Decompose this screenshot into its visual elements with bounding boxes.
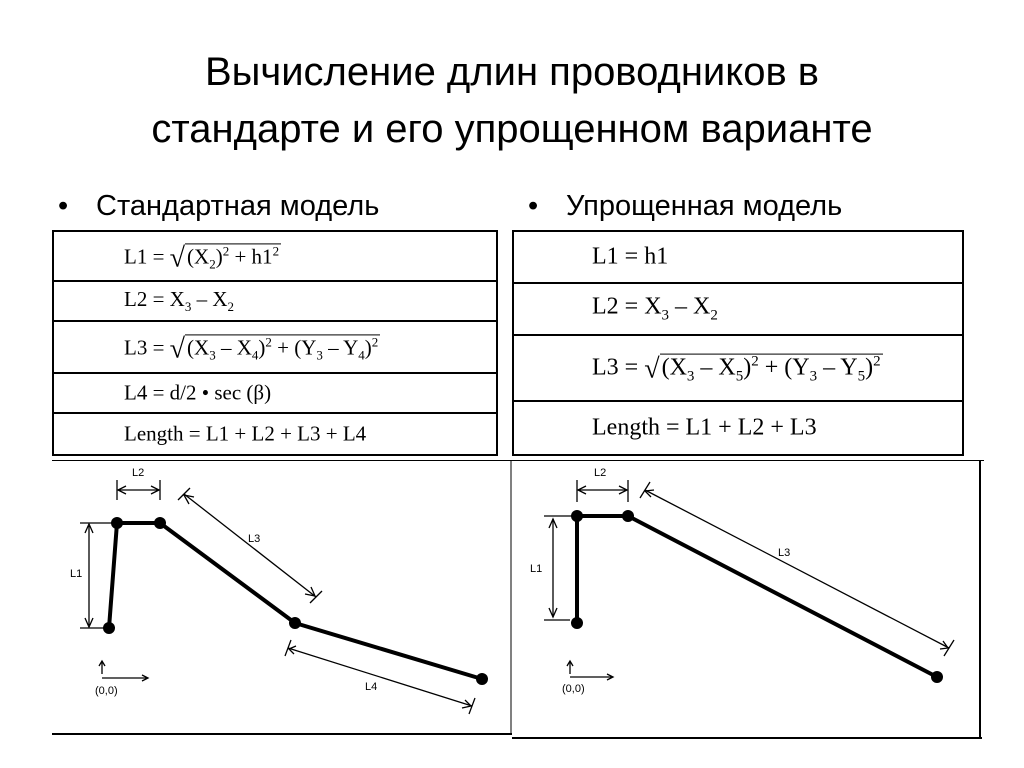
standard-formula-table xyxy=(52,230,498,456)
node-start xyxy=(103,622,115,634)
formula-row-length xyxy=(514,402,962,454)
formula-l2: $L2 = X_3 - X_2$ xyxy=(592,293,718,324)
simplified-model-drawing xyxy=(512,460,984,740)
dimension-arrow-icon xyxy=(178,488,322,603)
formula-row-l1 xyxy=(514,232,962,284)
formula-row-l1 xyxy=(54,232,496,282)
formula-row-l2 xyxy=(54,282,496,322)
origin-label: (0,0) xyxy=(95,685,118,697)
simplified-model-diagram xyxy=(512,460,984,740)
radical-sign-icon: √ xyxy=(169,242,186,274)
radical-sign-icon: √ xyxy=(644,353,660,385)
standard-model-drawing xyxy=(52,460,512,736)
label-l3: L3 xyxy=(778,547,791,559)
node-end xyxy=(931,671,943,683)
node-start xyxy=(571,617,583,629)
formula-row-length xyxy=(54,414,496,454)
bullet-standard-model xyxy=(58,186,379,226)
label-l1: L1 xyxy=(70,568,83,580)
label-l1: L1 xyxy=(530,563,543,575)
label-l4: L4 xyxy=(365,681,378,693)
node-corner-3 xyxy=(289,617,301,629)
formula-l3: $L3 = √(X_3 - X_4)^2 + (Y_3 - Y_4)^2$ xyxy=(124,333,379,365)
dimension-arrow-icon xyxy=(80,523,112,628)
dimension-arrow-icon xyxy=(544,516,572,620)
formula-l2: $L2 = X_3 - X_2$ xyxy=(124,286,235,315)
node-end xyxy=(476,673,488,685)
label-l2: L2 xyxy=(594,467,607,479)
simplified-model-heading: Упрощенная модель xyxy=(566,190,843,222)
dimension-arrow-icon xyxy=(577,480,628,502)
bullet-dot: • xyxy=(528,190,539,222)
node-corner-1 xyxy=(111,517,123,529)
formula-row-l3 xyxy=(514,336,962,402)
standard-model-heading: Стандартная модель xyxy=(96,190,380,222)
radical-sign-icon: √ xyxy=(169,333,186,365)
node-corner-1 xyxy=(571,510,583,522)
slide-title-line-2: стандарте и его упрощенном варианте xyxy=(151,107,873,151)
bullet-dot: • xyxy=(58,190,69,222)
formula-length: Length = L1 + L2 + L3 xyxy=(592,414,817,441)
node-corner-2 xyxy=(622,510,634,522)
dimension-arrow-icon xyxy=(640,482,954,656)
formula-l3: $L3 = √(X_3 - X_5)^2 + (Y_3 - Y_5)^2$ xyxy=(592,353,881,385)
formula-l1: $L1 = √(X_2)^2 + h1^2$ xyxy=(124,242,280,274)
slide-title-line-1: Вычисление длин проводников в xyxy=(204,50,820,94)
dimension-arrow-icon xyxy=(117,480,160,500)
node-corner-2 xyxy=(154,517,166,529)
slide-title xyxy=(0,44,1024,158)
bullet-simplified-model xyxy=(528,186,842,226)
formula-row-l2 xyxy=(514,284,962,336)
formula-row-l4 xyxy=(54,374,496,414)
origin-axes-icon xyxy=(99,661,148,681)
label-l3: L3 xyxy=(248,533,261,545)
conductor-path xyxy=(577,516,937,677)
formula-length: Length = L1 + L2 + L3 + L4 xyxy=(124,421,367,446)
simplified-formula-table xyxy=(512,230,964,456)
dimension-arrow-icon xyxy=(285,640,475,714)
standard-model-diagram xyxy=(52,460,512,736)
conductor-path xyxy=(109,523,482,679)
formula-l4: L4 = d/2 • sec (β) xyxy=(124,380,272,405)
origin-label: (0,0) xyxy=(562,683,585,695)
formula-l1: L1 = h1 xyxy=(592,243,669,270)
formula-row-l3 xyxy=(54,322,496,374)
label-l2: L2 xyxy=(132,467,145,479)
origin-axes-icon xyxy=(567,661,613,680)
